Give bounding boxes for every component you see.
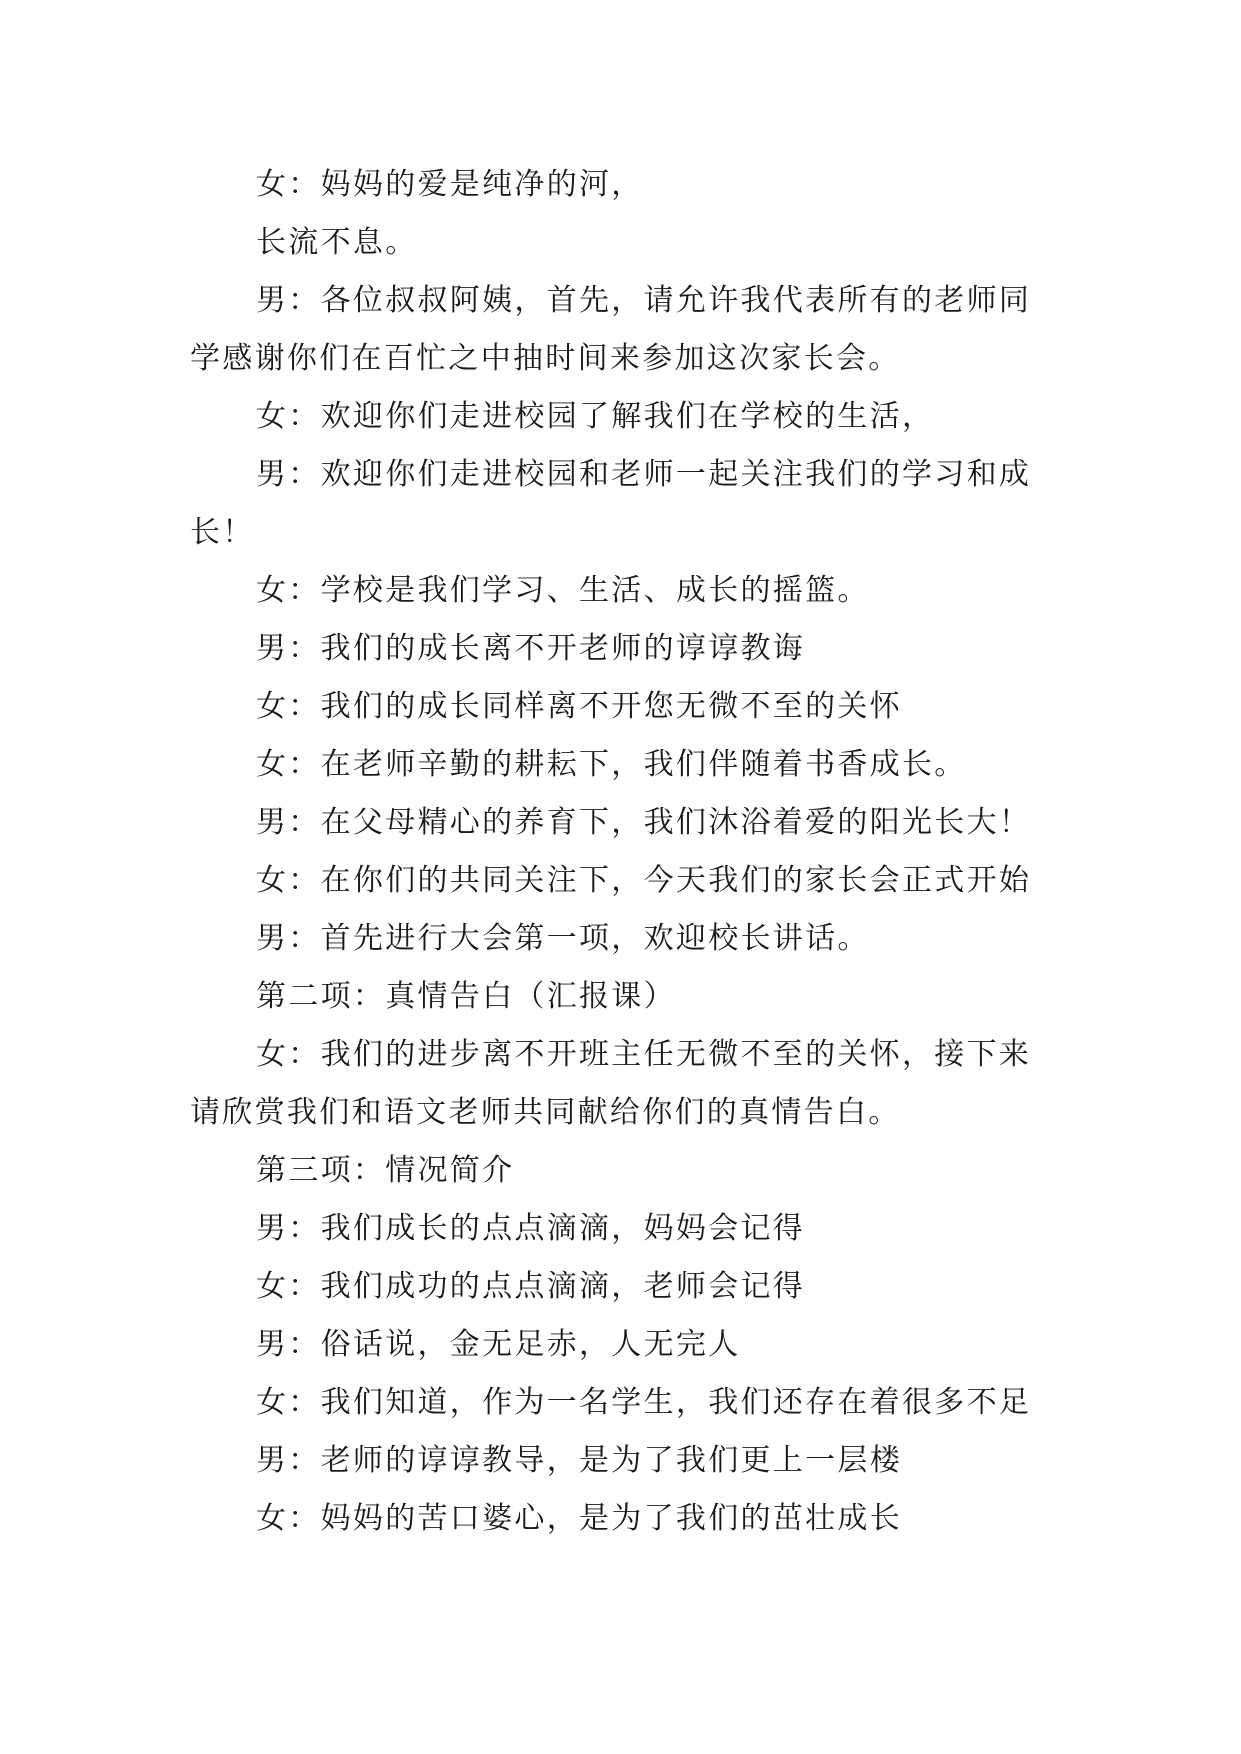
paragraph: 女：我们的进步离不开班主任无微不至的关怀，接下来请欣赏我们和语文老师共同献给你们的真情告白。	[190, 1037, 1032, 1130]
paragraph: 女：欢迎你们走进校园了解我们在学校的生活，	[256, 399, 935, 434]
section-heading: 第三项：情况简介	[256, 1153, 515, 1188]
paragraph: 女：在你们的共同关注下，今天我们的家长会正式开始	[256, 863, 1032, 898]
document-body	[190, 156, 1052, 1548]
paragraph: 男：首先进行大会第一项，欢迎校长讲话。	[256, 921, 870, 956]
paragraph: 男：我们成长的点点滴滴，妈妈会记得	[256, 1211, 806, 1246]
paragraph: 男：俗话说，金无足赤，人无完人	[256, 1327, 741, 1362]
paragraph: 男：在父母精心的养育下，我们沐浴着爱的阳光长大！	[256, 805, 1032, 840]
section-heading: 第二项：真情告白（汇报课）	[256, 979, 676, 1014]
paragraph: 男：欢迎你们走进校园和老师一起关注我们的学习和成长！	[190, 457, 1032, 550]
paragraph: 女：我们成功的点点滴滴，老师会记得	[256, 1269, 806, 1304]
paragraph: 男：老师的谆谆教导，是为了我们更上一层楼	[256, 1443, 902, 1478]
paragraph: 长流不息。	[256, 225, 418, 260]
paragraph: 女：妈妈的爱是纯净的河，	[256, 167, 644, 202]
paragraph: 男：各位叔叔阿姨，首先，请允许我代表所有的老师同学感谢你们在百忙之中抽时间来参加这次家长会。	[190, 283, 1032, 376]
paragraph: 男：我们的成长离不开老师的谆谆教诲	[256, 631, 806, 666]
paragraph: 女：我们知道，作为一名学生，我们还存在着很多不足	[256, 1385, 1032, 1420]
paragraph: 女：学校是我们学习、生活、成长的摇篮。	[256, 573, 870, 608]
paragraph: 女：妈妈的苦口婆心，是为了我们的茁壮成长	[256, 1501, 902, 1536]
paragraph: 女：在老师辛勤的耕耘下，我们伴随着书香成长。	[256, 747, 967, 782]
paragraph: 女：我们的成长同样离不开您无微不至的关怀	[256, 689, 902, 724]
